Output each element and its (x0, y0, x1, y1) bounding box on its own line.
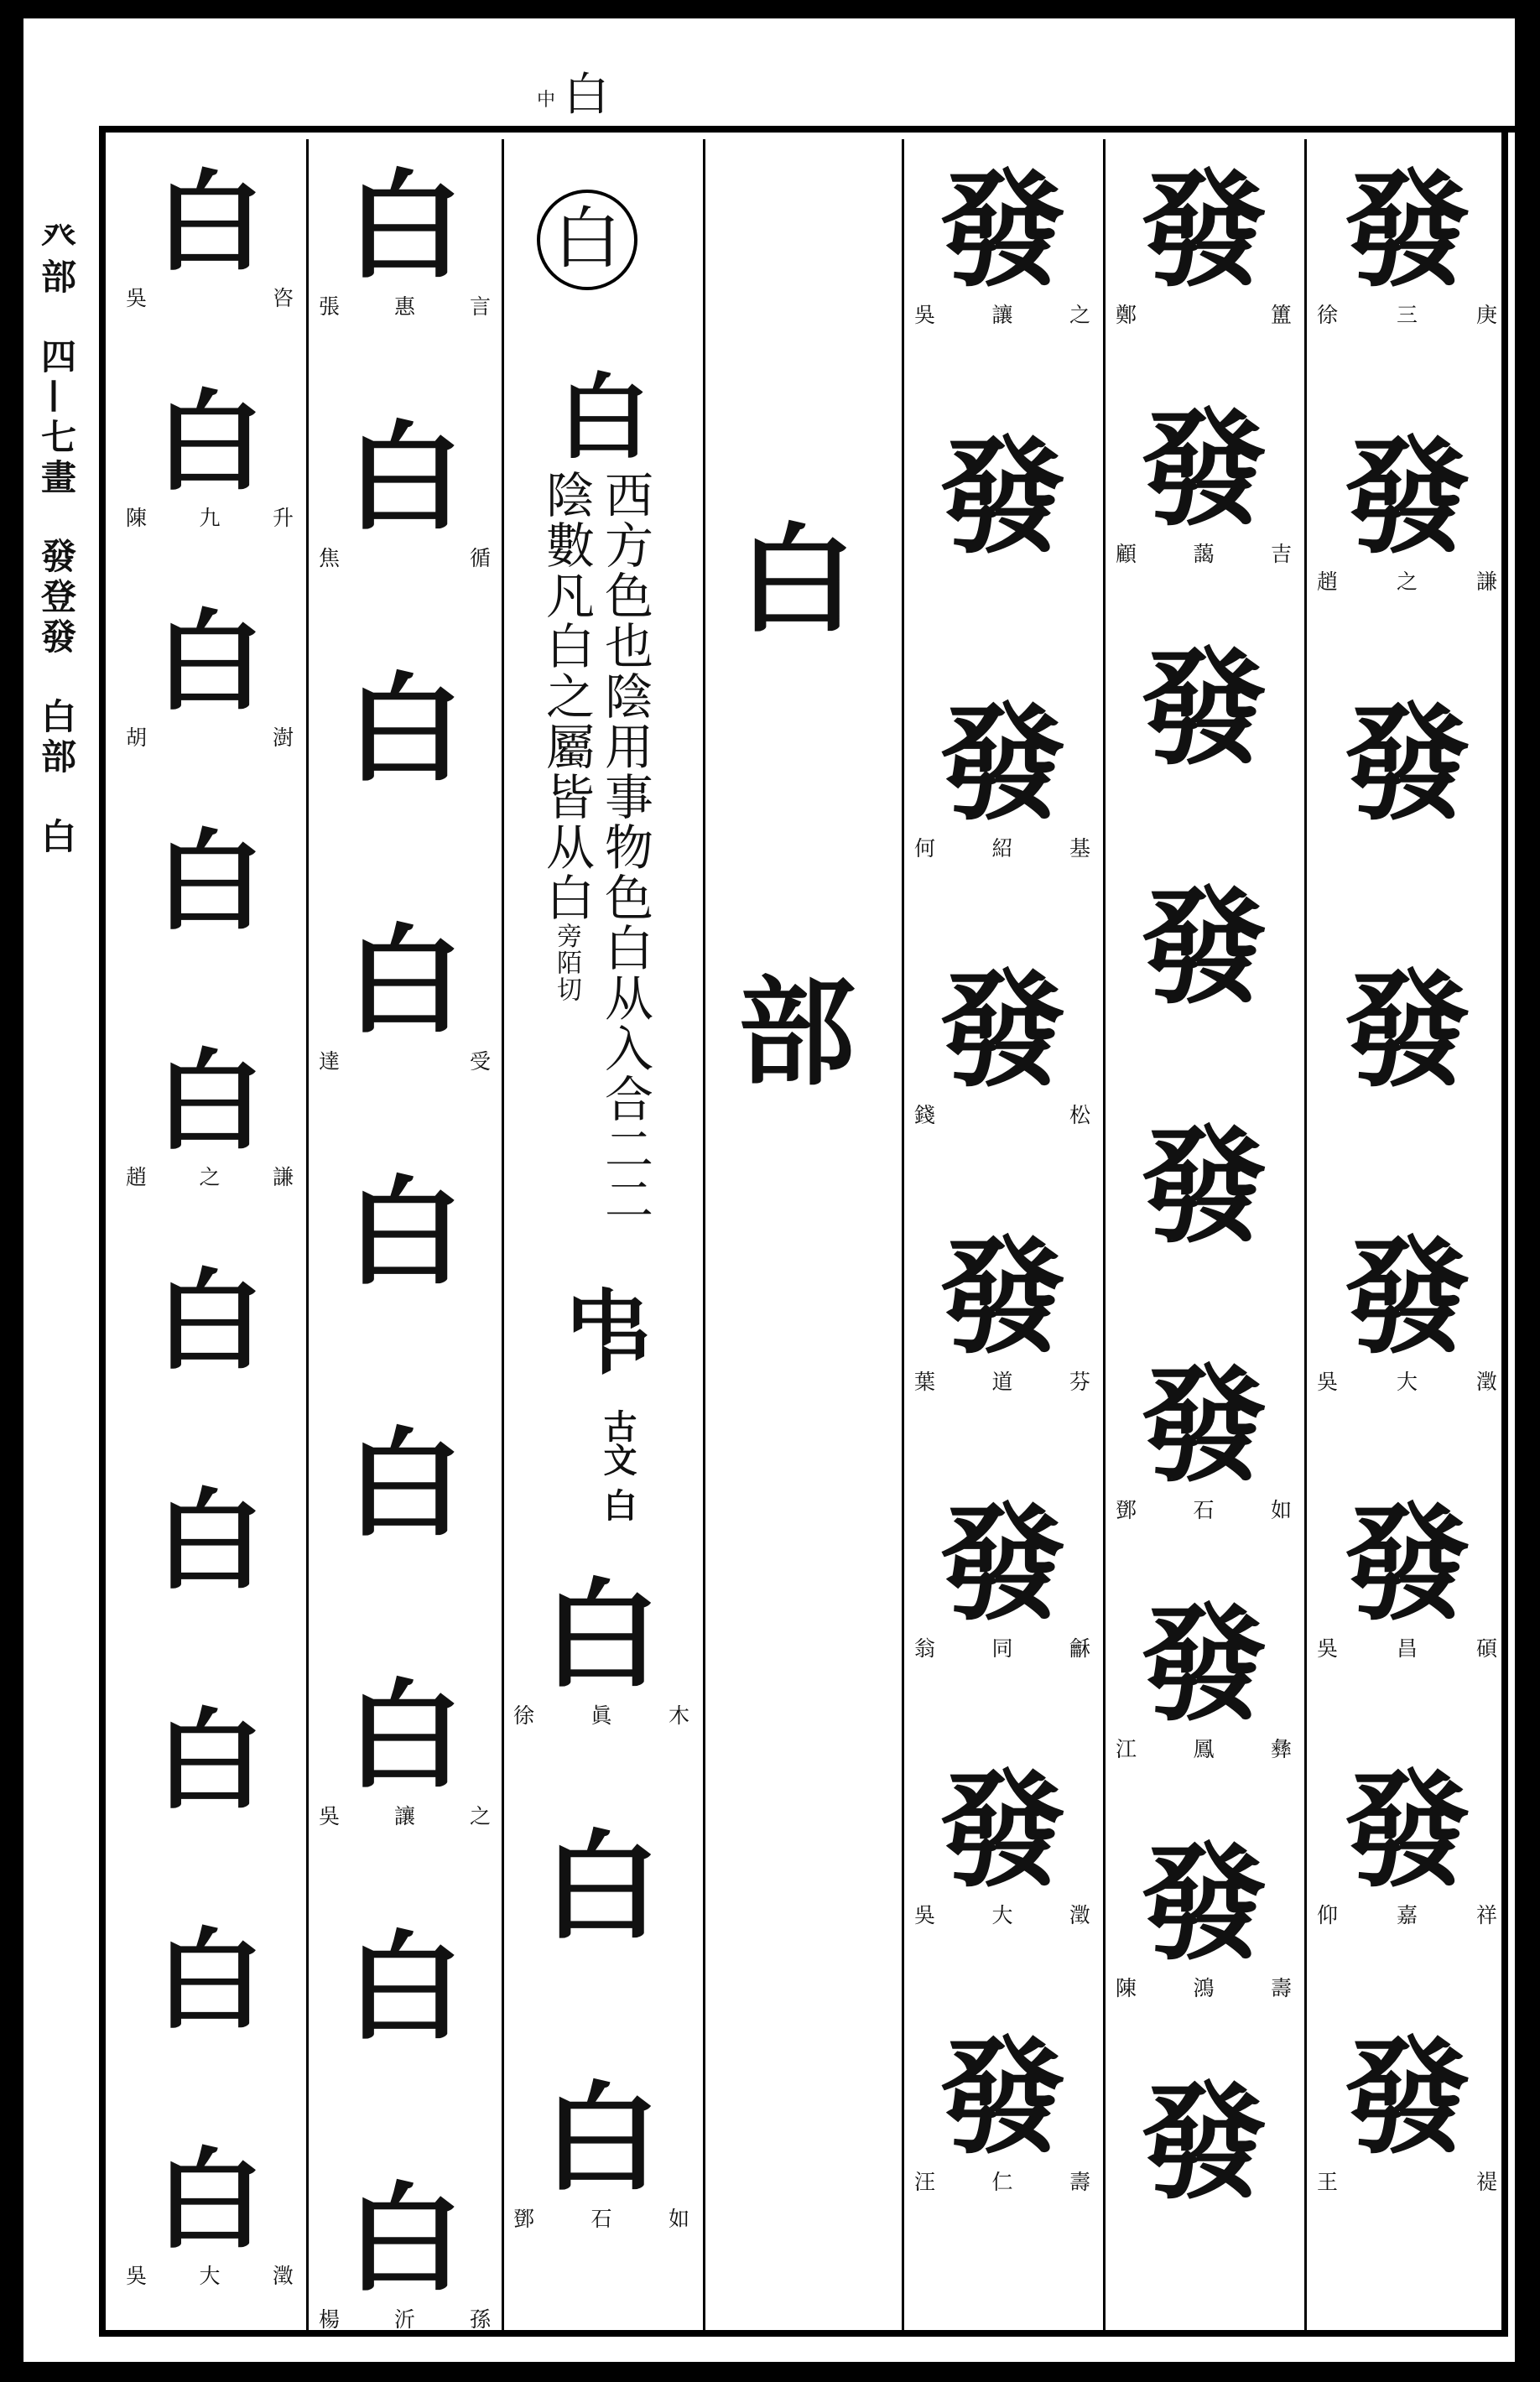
glyph-entry (319, 158, 491, 320)
calligraphy-glyph: 白 (154, 1256, 264, 1385)
glyph-entry (914, 2024, 1090, 2196)
calligrapher-label (319, 290, 491, 320)
calligrapher-name-char: 陳 (126, 506, 148, 530)
calligraphy-glyph: 發 (1140, 1352, 1267, 1500)
calligrapher-name-char: 三 (1396, 303, 1418, 327)
glyph-entry (1116, 2069, 1292, 2217)
glyph-entry (1116, 635, 1292, 783)
calligrapher-name-char: 徐 (513, 1703, 535, 1728)
calligrapher-name-char: 葉 (914, 1370, 936, 1394)
calligraphy-glyph: 白 (154, 2135, 264, 2264)
calligrapher-name-char: 言 (469, 294, 491, 319)
glyph-entry (319, 1667, 491, 1830)
calligrapher-name-char: 簠 (1270, 303, 1292, 327)
calligrapher-name-char: 鄧 (513, 2207, 535, 2231)
calligrapher-name-char: 讓 (393, 1804, 415, 1828)
calligraphy-glyph: 發 (1140, 1591, 1267, 1739)
calligrapher-name-char: 吉 (1270, 542, 1292, 566)
glyph-entry (126, 817, 294, 945)
calligrapher-name-char: 吳 (914, 1903, 936, 1927)
glyph-entry (914, 1490, 1090, 1662)
guwen-label-top: 古文 (598, 1409, 637, 1476)
calligrapher-name-char: 道 (991, 1370, 1013, 1394)
glyph-entry (1317, 157, 1497, 329)
calligrapher-name-char: 如 (668, 2207, 689, 2231)
calligrapher-name-char: 孫 (469, 2307, 491, 2332)
calligrapher-name-char: 之 (469, 1804, 491, 1828)
calligrapher-name-char: 祥 (1475, 1903, 1497, 1927)
headword-seal: 白 (558, 363, 650, 471)
calligraphy-glyph: 發 (939, 157, 1065, 304)
calligraphy-glyph: 白 (154, 597, 264, 726)
calligraphy-glyph: 發 (939, 1490, 1065, 1638)
calligraphy-glyph: 發 (1140, 1830, 1267, 1978)
side-section: 癶部 (36, 218, 77, 299)
calligrapher-name-char: 翁 (914, 1636, 936, 1661)
calligrapher-name-char: 澍 (272, 726, 294, 750)
calligraphy-glyph: 發 (1344, 1490, 1470, 1638)
glyph-entry (1317, 690, 1497, 838)
calligraphy-glyph: 白 (346, 1919, 464, 2057)
calligrapher-name-char: 木 (668, 1703, 689, 1728)
calligrapher-name-char: 吳 (319, 1804, 341, 1828)
glyph-entry (914, 157, 1090, 329)
calligrapher-name-char: 何 (914, 836, 936, 861)
guwen-label (560, 1409, 636, 1521)
calligrapher-name-char: 達 (319, 1049, 341, 1074)
calligrapher-label (126, 721, 294, 752)
calligrapher-name-char: 松 (1069, 1103, 1090, 1127)
definition-body: 西方色也陰用事物色白从入合二二陰數凡白之屬皆从白 (538, 470, 653, 1225)
calligrapher-name-char: 仁 (991, 2170, 1013, 2194)
calligraphy-glyph: 白 (542, 2070, 660, 2208)
side-current: 白 (36, 817, 77, 858)
calligraphy-glyph: 發 (939, 1757, 1065, 1905)
column-rule (703, 139, 705, 2330)
calligrapher-name-char: 受 (469, 1049, 491, 1074)
calligrapher-name-char: 鴻 (1193, 1976, 1215, 2000)
calligrapher-name-char: 澂 (1069, 1903, 1090, 1927)
glyph-entry (319, 913, 491, 1075)
glyph-entry (1317, 1490, 1497, 1662)
calligrapher-name-char: 鄭 (1116, 303, 1137, 327)
side-chars: 發登發 (36, 538, 77, 659)
calligraphy-glyph: 白 (346, 1667, 464, 1805)
calligrapher-name-char: 禔 (1475, 2170, 1497, 2194)
calligraphy-glyph: 發 (1344, 2024, 1470, 2171)
calligrapher-name-char: 徐 (1317, 303, 1339, 327)
glyph-entry (319, 1919, 491, 2057)
calligrapher-name-char: 循 (469, 546, 491, 570)
calligrapher-name-char: 吳 (1317, 1636, 1339, 1661)
glyph-entry (126, 158, 294, 312)
calligrapher-name-char: 謙 (1475, 569, 1497, 594)
radical-char-top: 白 (738, 512, 856, 649)
calligrapher-name-char: 壽 (1069, 2170, 1090, 2194)
glyph-entry (1116, 396, 1292, 568)
calligrapher-name-char: 謙 (272, 1165, 294, 1189)
glyph-entry (126, 1696, 294, 1824)
definition-text (520, 470, 654, 1225)
scan-border-right (1515, 0, 1540, 2382)
glyph-entry (1116, 1113, 1292, 1261)
calligrapher-name-char: 石 (591, 2207, 612, 2231)
glyph-entry (126, 1916, 294, 2044)
glyph-entry (319, 1164, 491, 1302)
glyph-entry (319, 1416, 491, 1553)
scan-border-top (0, 0, 1540, 18)
calligraphy-glyph: 發 (1140, 396, 1267, 543)
scan-border-left (0, 0, 23, 2382)
calligrapher-name-char: 汪 (914, 2170, 936, 2194)
glyph-entry (126, 597, 294, 752)
radical-char-bottom: 部 (738, 965, 856, 1102)
calligraphy-glyph: 白 (542, 1567, 660, 1704)
calligraphy-glyph: 白 (154, 1476, 264, 1604)
calligraphy-glyph: 白 (346, 1164, 464, 1302)
calligrapher-name-char: 基 (1069, 836, 1090, 861)
glyph-entry (1116, 1591, 1292, 1763)
scan-border-bottom (0, 2362, 1540, 2382)
glyph-entry (513, 1818, 689, 1956)
calligrapher-name-char: 如 (1270, 1498, 1292, 1522)
calligraphy-glyph: 發 (1140, 2069, 1267, 2217)
calligraphy-glyph: 發 (1344, 424, 1470, 571)
running-head-prefix: 中 (537, 89, 559, 111)
calligrapher-name-char: 張 (319, 294, 341, 319)
calligraphy-glyph: 白 (346, 661, 464, 798)
glyph-entry (513, 2070, 689, 2233)
glyph-entry (126, 2135, 294, 2290)
calligraphy-glyph: 白 (346, 2171, 464, 2308)
running-head-char: 白 (564, 68, 613, 121)
calligrapher-name-char: 趙 (126, 1165, 148, 1189)
calligrapher-name-char: 吳 (126, 286, 148, 310)
calligrapher-name-char: 同 (991, 1636, 1013, 1661)
calligrapher-name-char: 焦 (319, 546, 341, 570)
calligrapher-name-char: 胡 (126, 726, 148, 750)
calligrapher-name-char: 石 (1193, 1498, 1215, 1522)
calligrapher-name-char: 仰 (1317, 1903, 1339, 1927)
calligraphy-glyph: 發 (939, 690, 1065, 838)
calligraphy-glyph: 白 (154, 377, 264, 506)
calligrapher-name-char: 鄧 (1116, 1498, 1137, 1522)
calligrapher-name-char: 壽 (1270, 1976, 1292, 2000)
calligrapher-name-char: 藹 (1193, 542, 1215, 566)
calligrapher-name-char: 嘉 (1396, 1903, 1418, 1927)
glyph-entry (1317, 957, 1497, 1105)
column-rule (306, 139, 309, 2330)
calligrapher-name-char: 咨 (272, 286, 294, 310)
glyph-entry (1116, 874, 1292, 1022)
calligraphy-glyph: 發 (1344, 1757, 1470, 1905)
header-rule (99, 126, 1518, 133)
glyph-entry (914, 424, 1090, 571)
calligraphy-glyph: 發 (939, 424, 1065, 571)
calligrapher-name-char: 吳 (914, 303, 936, 327)
calligrapher-name-char: 澂 (272, 2264, 294, 2288)
calligrapher-name-char: 吳 (126, 2264, 148, 2288)
calligrapher-name-char: 澂 (1475, 1370, 1497, 1394)
calligrapher-name-char: 庚 (1475, 303, 1497, 327)
calligraphy-glyph: 白 (154, 1037, 264, 1165)
calligrapher-name-char: 九 (199, 506, 221, 530)
calligrapher-name-char: 惠 (393, 294, 415, 319)
calligraphy-glyph: 發 (1140, 157, 1267, 304)
calligrapher-name-char: 大 (199, 2264, 221, 2288)
calligrapher-name-char: 大 (1396, 1370, 1418, 1394)
page-frame (99, 133, 1508, 2337)
calligraphy-glyph: 白 (154, 817, 264, 945)
calligraphy-glyph: 白 (154, 158, 264, 286)
calligrapher-name-char: 眞 (591, 1703, 612, 1728)
glyph-entry (126, 1256, 294, 1385)
calligraphy-glyph: 發 (1140, 1113, 1267, 1261)
glyph-entry (1317, 424, 1497, 596)
calligrapher-name-char: 吳 (1317, 1370, 1339, 1394)
calligrapher-name-char: 彝 (1270, 1737, 1292, 1761)
calligrapher-name-char: 江 (1116, 1737, 1137, 1761)
running-head (537, 59, 612, 123)
calligrapher-name-char: 陳 (1116, 1976, 1137, 2000)
calligrapher-name-char: 昌 (1396, 1636, 1418, 1661)
calligraphy-glyph: 白 (346, 913, 464, 1050)
calligrapher-name-char: 升 (272, 506, 294, 530)
calligraphy-glyph: 發 (1140, 635, 1267, 783)
glyph-entry (1317, 1757, 1497, 1929)
calligraphy-glyph: 白 (346, 1416, 464, 1553)
glyph-entry (1116, 157, 1292, 329)
calligraphy-glyph: 發 (1344, 690, 1470, 838)
calligrapher-label (126, 1161, 294, 1191)
calligraphy-glyph: 發 (1140, 874, 1267, 1022)
glyph-entry (126, 377, 294, 532)
calligrapher-name-char: 王 (1317, 2170, 1339, 2194)
glyph-entry (319, 409, 491, 572)
column-rule (1103, 139, 1106, 2330)
guwen-label-side: 白 (598, 1487, 637, 1521)
calligrapher-name-char: 龢 (1069, 1636, 1090, 1661)
glyph-entry (914, 957, 1090, 1129)
calligrapher-name-char: 沂 (393, 2307, 415, 2332)
calligrapher-name-char: 趙 (1317, 569, 1339, 594)
column-rule (902, 139, 904, 2330)
side-section-2: 白部 (36, 697, 77, 778)
calligraphy-glyph: 發 (1344, 157, 1470, 304)
calligrapher-name-char: 之 (1069, 303, 1090, 327)
column-rule (502, 139, 504, 2330)
guwen-glyph: 𠁧 (560, 1279, 653, 1387)
glyph-entry (914, 690, 1090, 862)
calligrapher-label (319, 2303, 491, 2333)
calligraphy-glyph: 發 (939, 1224, 1065, 1371)
glyph-entry (914, 1757, 1090, 1929)
glyph-entry (513, 1567, 689, 1729)
calligrapher-label (126, 282, 294, 312)
glyph-entry (1116, 1352, 1292, 1524)
glyph-entry (1116, 1830, 1292, 2002)
column-rule (1304, 139, 1307, 2330)
calligrapher-name-char: 楊 (319, 2307, 341, 2332)
calligraphy-glyph: 發 (939, 957, 1065, 1105)
calligrapher-name-char: 紹 (991, 836, 1013, 861)
glyph-entry (1317, 1224, 1497, 1396)
glyph-entry (1317, 2024, 1497, 2196)
glyph-entry (914, 1224, 1090, 1396)
glyph-entry (319, 661, 491, 798)
calligrapher-name-char: 鳳 (1193, 1737, 1215, 1761)
calligrapher-name-char: 大 (991, 1903, 1013, 1927)
glyph-entry (319, 2171, 491, 2333)
side-index (35, 218, 77, 858)
glyph-entry (126, 1037, 294, 1191)
calligrapher-name-char: 碩 (1475, 1636, 1497, 1661)
calligrapher-label (126, 2260, 294, 2290)
calligraphy-glyph: 白 (542, 1818, 660, 1956)
calligraphy-glyph: 發 (1344, 957, 1470, 1105)
calligrapher-label (513, 2203, 689, 2233)
calligrapher-name-char: 顧 (1116, 542, 1137, 566)
calligraphy-glyph: 白 (346, 158, 464, 295)
calligrapher-name-char: 芬 (1069, 1370, 1090, 1394)
glyph-entry (126, 1476, 294, 1604)
calligraphy-glyph: 白 (154, 1916, 264, 2044)
headword-circled: 白 (537, 190, 637, 290)
calligrapher-label (126, 502, 294, 532)
side-strokes: 四—七畫 (36, 337, 77, 499)
calligrapher-label (319, 1800, 491, 1830)
calligrapher-name-char: 之 (1396, 569, 1418, 594)
calligraphy-glyph: 發 (939, 2024, 1065, 2171)
calligrapher-name-char: 讓 (991, 303, 1013, 327)
calligrapher-name-char: 錢 (914, 1103, 936, 1127)
calligraphy-glyph: 白 (154, 1696, 264, 1824)
calligrapher-name-char: 之 (199, 1165, 221, 1189)
definition-note: 旁陌切 (552, 923, 581, 1003)
calligrapher-label (513, 1699, 689, 1729)
calligraphy-glyph: 白 (346, 409, 464, 547)
calligraphy-glyph: 發 (1344, 1224, 1470, 1371)
